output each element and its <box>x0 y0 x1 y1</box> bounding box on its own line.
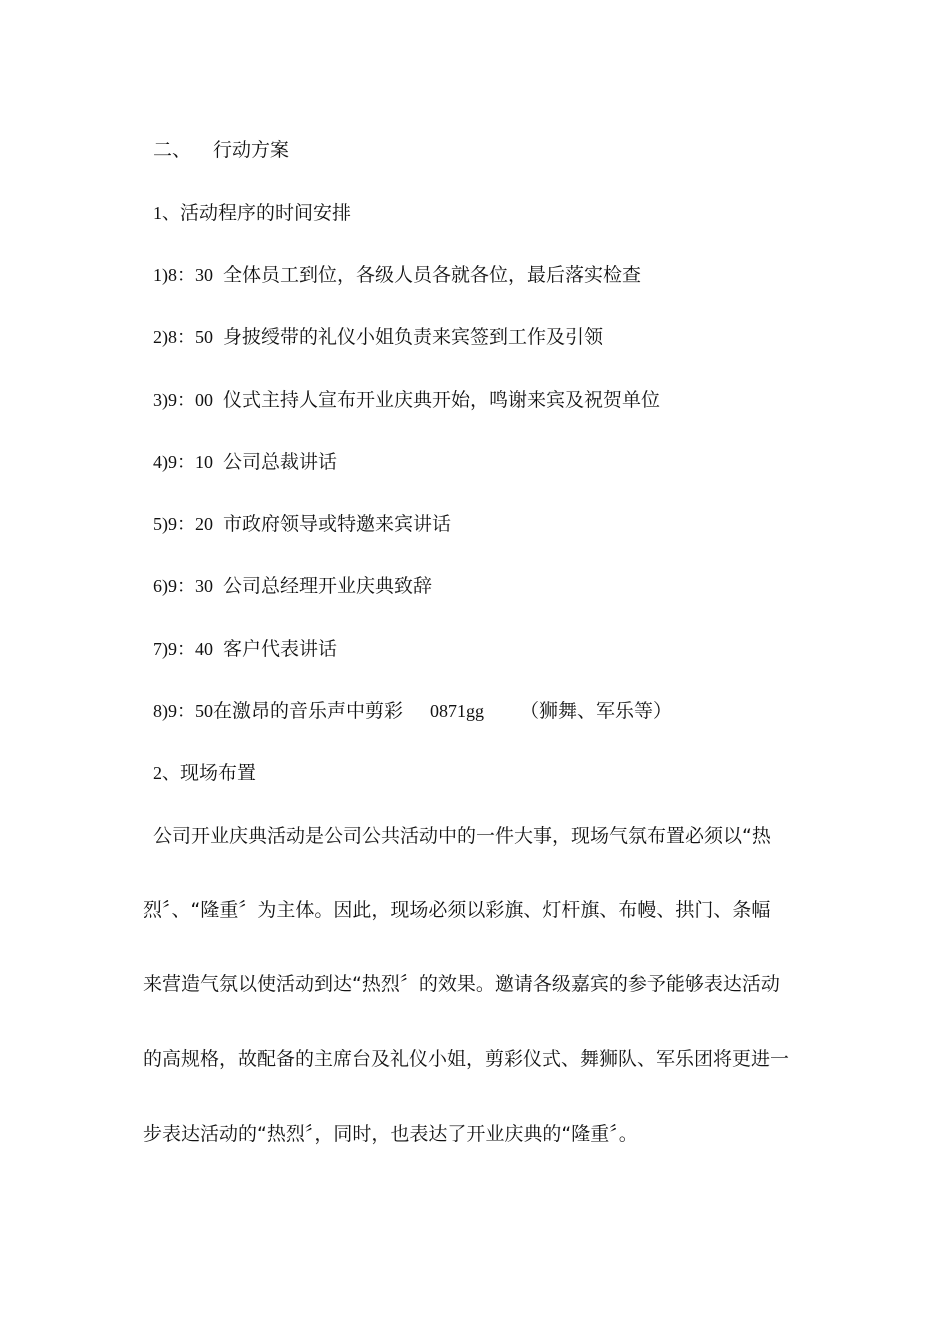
schedule-item-text: 公司总经理开业庆典致辞 <box>223 575 433 597</box>
schedule-item-text: 市政府领导或特邀来宾讲话 <box>223 513 452 535</box>
schedule-heading-number: 1、 <box>153 203 180 223</box>
paragraph-line: 烈〞、“隆重〞为主体。因此，现场必须以彩旗、灯杆旗、布幔、拱门、条幅 <box>143 899 771 921</box>
paragraph-line: 来营造气氛以使活动到达“热烈〞的效果。邀请各级嘉宾的参予能够表达活动 <box>143 973 780 995</box>
schedule-item-text: 全体员工到位，各级人员各就各位，最后落实检查 <box>223 264 642 286</box>
paragraph-line: 步表达活动的“热烈〞，同时，也表达了开业庆典的“隆重〞。 <box>143 1123 638 1145</box>
section-heading <box>153 137 289 163</box>
schedule-item <box>153 511 451 537</box>
schedule-item-text: 仪式主持人宣布开业庆典开始，鸣谢来宾及祝贺单位 <box>223 389 661 411</box>
schedule-item-time: 4)9：10 <box>153 452 213 472</box>
paragraph-line: 的高规格，故配备的主席台及礼仪小姐，剪彩仪式、舞狮队、军乐团将更进一 <box>143 1048 790 1070</box>
schedule-item-time: 6)9：30 <box>153 576 213 596</box>
schedule-item-time: 7)9：40 <box>153 639 213 659</box>
paragraph-line: 公司开业庆典活动是公司公共活动中的一件大事，现场气氛布置必须以“热 <box>153 825 771 847</box>
schedule-item-time: 5)9：20 <box>153 514 213 534</box>
schedule-item-time: 8)9：50 <box>153 701 213 721</box>
layout-heading <box>153 760 256 786</box>
section-title: 行动方案 <box>213 139 290 161</box>
schedule-item-text: 身披绶带的礼仪小姐负责来宾签到工作及引领 <box>223 326 604 348</box>
schedule-item-text: 公司总裁讲话 <box>223 451 338 473</box>
schedule-item-time: 3)9：00 <box>153 390 213 410</box>
section-number: 二、 <box>153 139 192 161</box>
schedule-item <box>153 324 603 350</box>
schedule-item-code: 0871gg <box>430 701 485 721</box>
schedule-item-time: 1)8：30 <box>153 265 213 285</box>
schedule-item <box>153 573 432 599</box>
schedule-item-time: 2)8：50 <box>153 327 213 347</box>
schedule-item <box>153 449 337 475</box>
schedule-heading-text: 活动程序的时间安排 <box>180 202 352 224</box>
schedule-item-note: （狮舞、军乐等） <box>520 700 673 722</box>
schedule-heading <box>153 200 351 226</box>
schedule-item <box>153 636 337 662</box>
layout-heading-text: 现场布置 <box>180 762 257 784</box>
schedule-item-text: 客户代表讲话 <box>223 638 338 660</box>
schedule-item <box>153 262 641 288</box>
layout-heading-number: 2、 <box>153 763 180 783</box>
schedule-item-text: 在激昂的音乐声中剪彩 <box>213 700 404 722</box>
schedule-item <box>153 698 672 724</box>
schedule-item <box>153 387 660 413</box>
